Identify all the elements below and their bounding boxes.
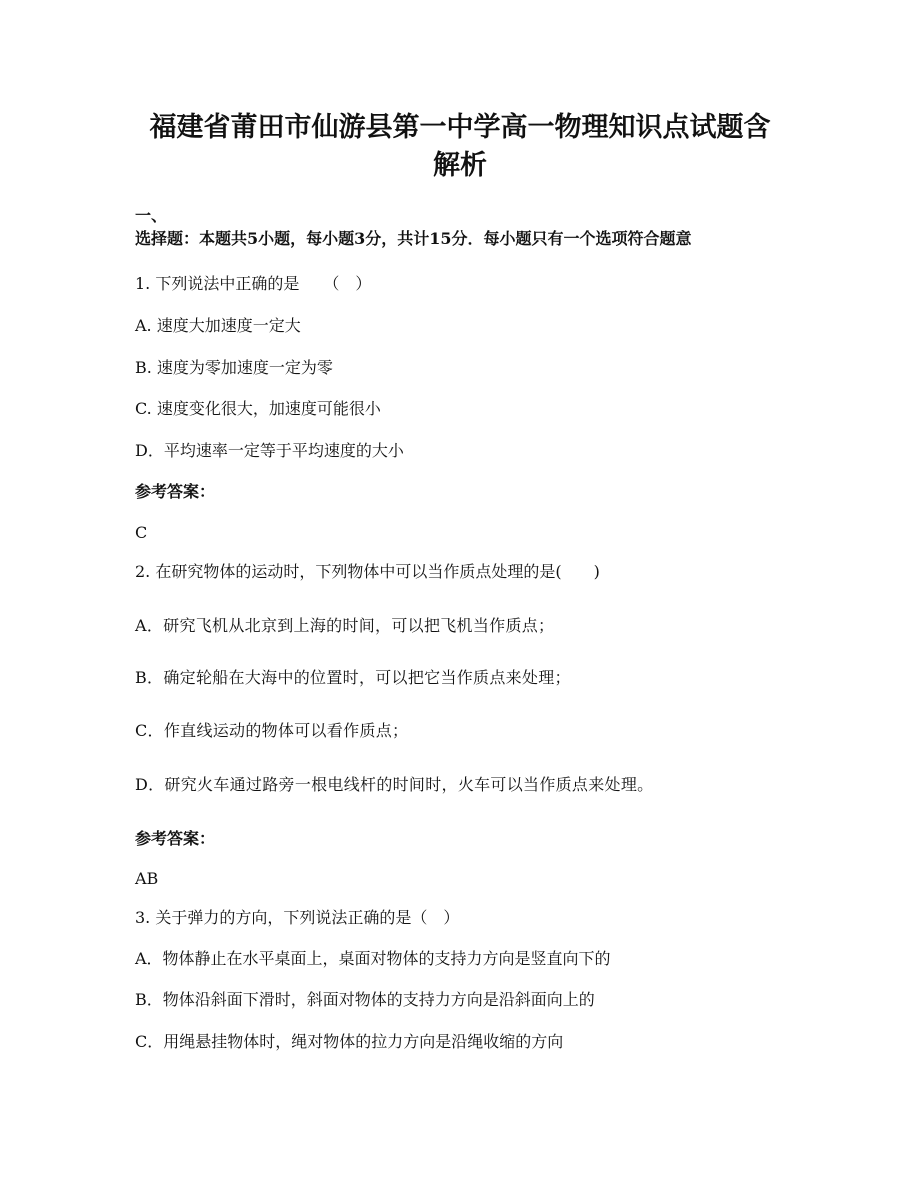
document-title: [120, 109, 800, 185]
title-line-1: 福建省莆田市仙游县第一中学高一物理知识点试题含: [149, 112, 771, 143]
q1-answer: C: [135, 523, 148, 542]
q2-answer: AB: [135, 869, 159, 888]
q1-option-b: B. 速度为零加速度一定为零: [135, 358, 333, 377]
q3-option-c: C．用绳悬挂物体时，绳对物体的拉力方向是沿绳收缩的方向: [135, 1032, 564, 1051]
q2-option-d: D．研究火车通过路旁一根电线杆的时间时，火车可以当作质点来处理。: [135, 775, 654, 794]
q1-option-c: C. 速度变化很大，加速度可能很小: [135, 399, 381, 418]
q1-stem: 1. 下列说法中正确的是 （ ）: [135, 274, 372, 293]
q3-option-a: A．物体静止在水平桌面上，桌面对物体的支持力方向是竖直向下的: [135, 949, 611, 968]
q2-option-a: A．研究飞机从北京到上海的时间，可以把飞机当作质点；: [135, 616, 555, 635]
q1-option-a: A. 速度大加速度一定大: [135, 316, 301, 335]
section-number: 一、: [135, 206, 168, 225]
q2-answer-label: 参考答案：: [135, 829, 216, 848]
q1-answer-label: 参考答案：: [135, 482, 216, 501]
q3-stem: 3. 关于弹力的方向，下列说法正确的是（ ）: [135, 908, 460, 927]
q2-option-b: B．确定轮船在大海中的位置时，可以把它当作质点来处理；: [135, 668, 571, 687]
title-line-2: 解析: [433, 150, 487, 181]
section-heading: 选择题：本题共5小题，每小题3分，共计15分．每小题只有一个选项符合题意: [135, 229, 692, 248]
q2-stem: 2. 在研究物体的运动时，下列物体中可以当作质点处理的是( ): [135, 562, 600, 581]
q3-option-b: B．物体沿斜面下滑时，斜面对物体的支持力方向是沿斜面向上的: [135, 990, 595, 1009]
q1-option-d: D．平均速率一定等于平均速度的大小: [135, 441, 404, 460]
q2-option-c: C．作直线运动的物体可以看作质点；: [135, 721, 409, 740]
